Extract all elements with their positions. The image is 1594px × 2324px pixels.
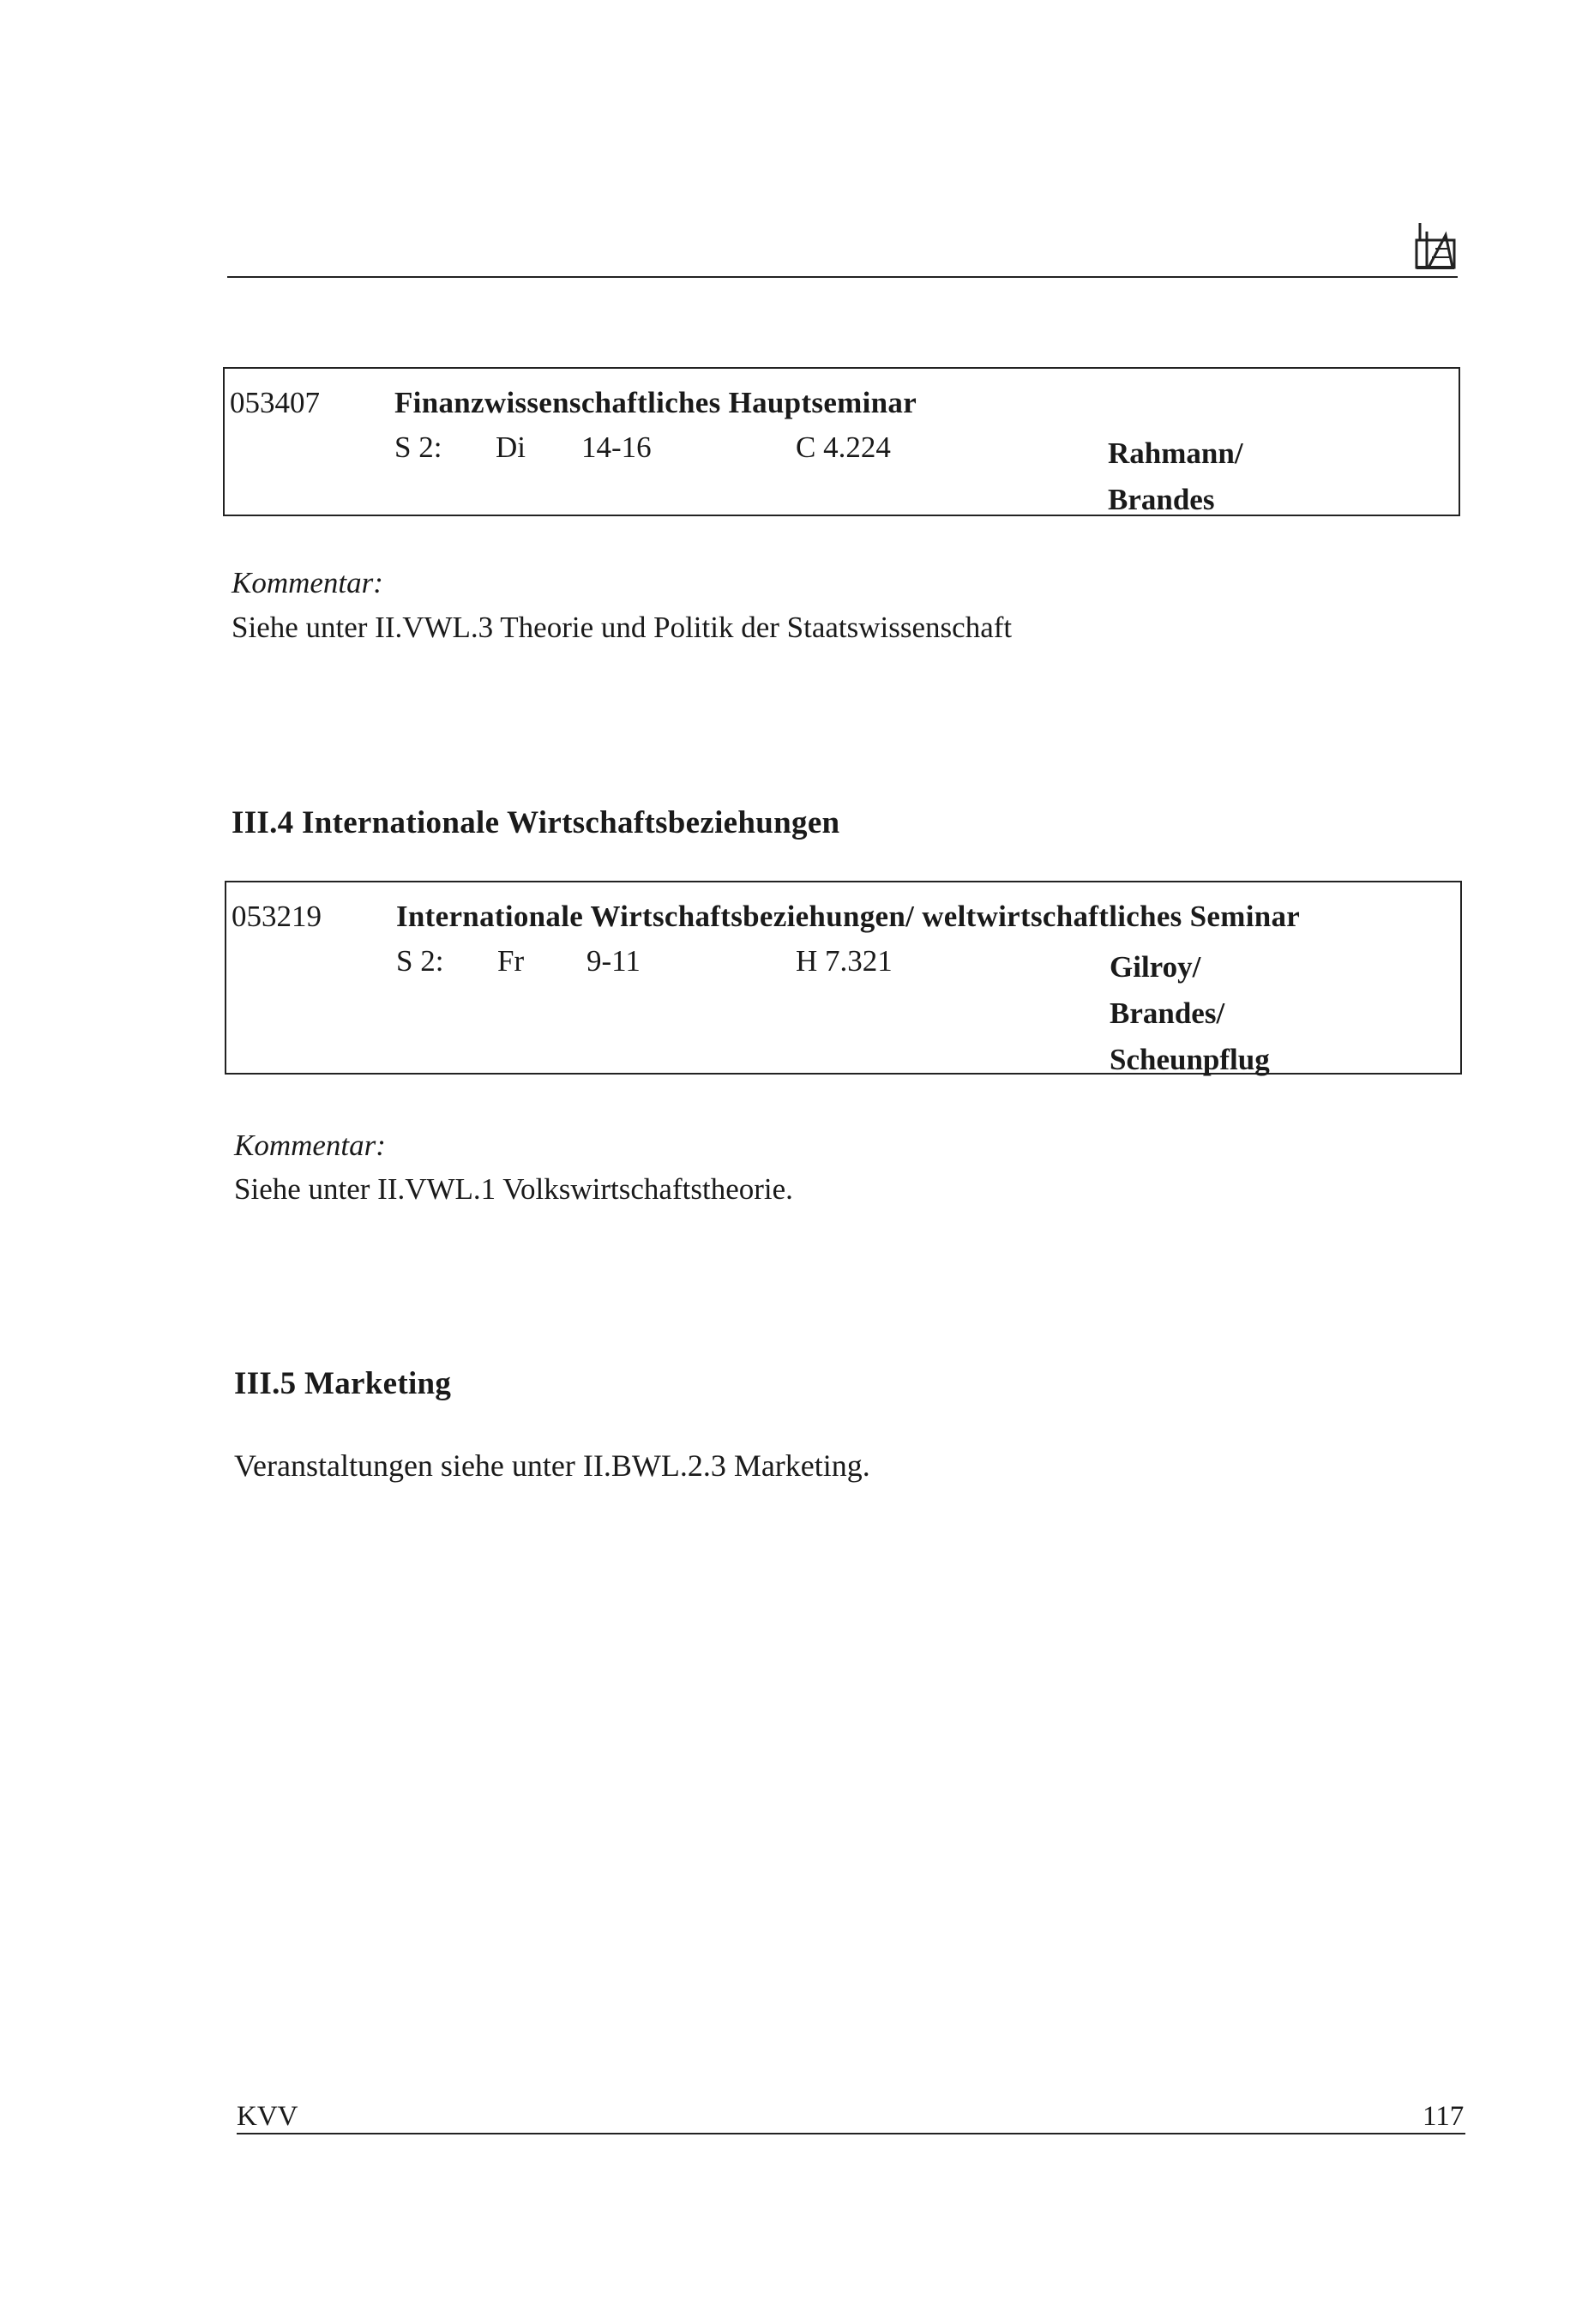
lecturer-name: Rahmann/ [1108,437,1243,470]
header-rule [227,276,1458,278]
course-day: Fr [497,944,525,978]
course-type: S 2: [394,430,442,464]
course-time: 9-11 [586,944,641,978]
course-lecturers [1108,430,1243,523]
footer-rule [237,2133,1465,2134]
course-time: 14-16 [581,430,652,464]
course-room: H 7.321 [796,944,893,978]
lecturer-name: Scheunpflug [1110,1043,1270,1076]
footer-label: KVV [237,2101,298,2132]
section-text: Veranstaltungen siehe unter II.BWL.2.3 Marketing. [234,1448,870,1483]
course-type: S 2: [396,944,444,978]
course-number: 053407 [230,386,320,419]
course-title: Internationale Wirtschaftsbeziehungen/ weltwirtschaftliches Seminar [396,900,1301,933]
section-heading: III.5 Marketing [234,1366,452,1401]
comment-label: Kommentar: [234,1129,386,1162]
comment-text: Siehe unter II.VWL.1 Volkswirtschaftstheorie. [234,1172,793,1206]
course-box-053219 [225,881,1462,1075]
lecturer-name: Brandes [1108,483,1215,516]
course-box-053407 [223,367,1460,516]
section-heading: III.4 Internationale Wirtschaftsbeziehungen [232,805,840,840]
course-number: 053219 [232,900,322,933]
lecturer-name: Brandes/ [1110,996,1225,1030]
lecturer-name: Gilroy/ [1110,950,1201,984]
course-lecturers [1110,944,1270,1083]
comment-label: Kommentar: [232,566,383,599]
comment-text: Siehe unter II.VWL.3 Theorie und Politik der Staatswissenschaft [232,611,1013,644]
building-logo-icon [1415,220,1456,271]
course-title: Finanzwissenschaftliches Hauptseminar [394,386,917,419]
course-room: C 4.224 [796,430,891,464]
course-day: Di [496,430,526,464]
page-number: 117 [1423,2101,1465,2132]
